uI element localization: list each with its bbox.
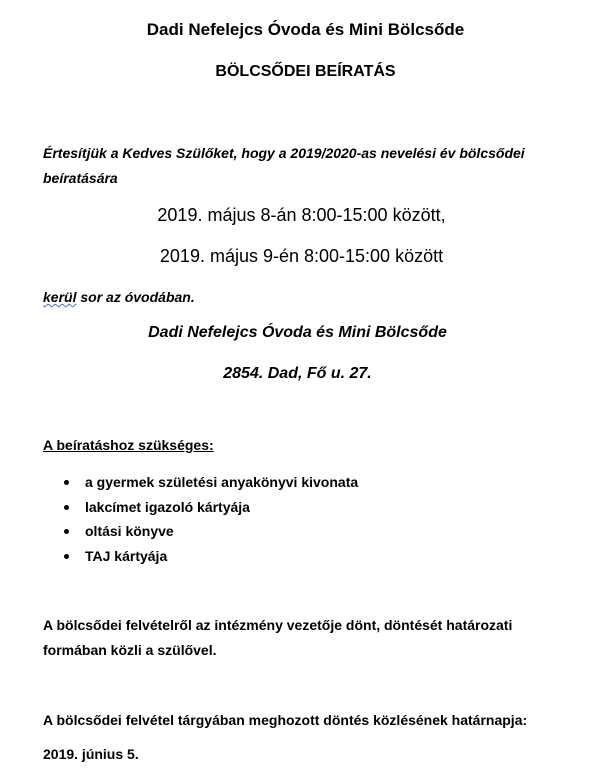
required-list [60, 470, 358, 568]
spellcheck-word: kerül [43, 289, 77, 305]
place-line [43, 289, 195, 305]
intro-line-2: beíratására [43, 170, 118, 186]
list-item: a gyermek születési anyakönyvi kivonata [60, 470, 358, 495]
document-subtitle: BÖLCSŐDEI BEÍRATÁS [215, 63, 396, 80]
decision-line-1: A bölcsődei felvételről az intézmény vezetője dönt, döntését határozati [43, 617, 513, 633]
institution-address: 2854. Dad, Fő u. 27. [223, 365, 372, 382]
date-line-2: 2019. május 9-én 8:00-15:00 között [159, 246, 444, 266]
deadline-line: A bölcsődei felvétel tárgyában meghozott döntés közlésének határnapja: [43, 712, 528, 728]
institution-name: Dadi Nefelejcs Óvoda és Mini Bölcsőde [148, 324, 447, 341]
list-item: lakcímet igazoló kártyája [60, 495, 358, 520]
list-item: oltási könyve [60, 519, 358, 544]
list-item: TAJ kártyája [60, 544, 358, 569]
date-line-1: 2019. május 8-án 8:00-15:00 között, [157, 205, 446, 225]
intro-line-1: Értesítjük a Kedves Szülőket, hogy a 2019/2020-as nevelési év bölcsődei [43, 145, 525, 161]
deadline-date: 2019. június 5. [43, 746, 139, 762]
required-heading: A beíratáshoz szükséges: [43, 437, 214, 453]
place-text: sor az óvodában. [76, 289, 195, 305]
decision-line-2: formában közli a szülővel. [43, 642, 217, 658]
document-title: Dadi Nefelejcs Óvoda és Mini Bölcsőde [146, 20, 465, 39]
